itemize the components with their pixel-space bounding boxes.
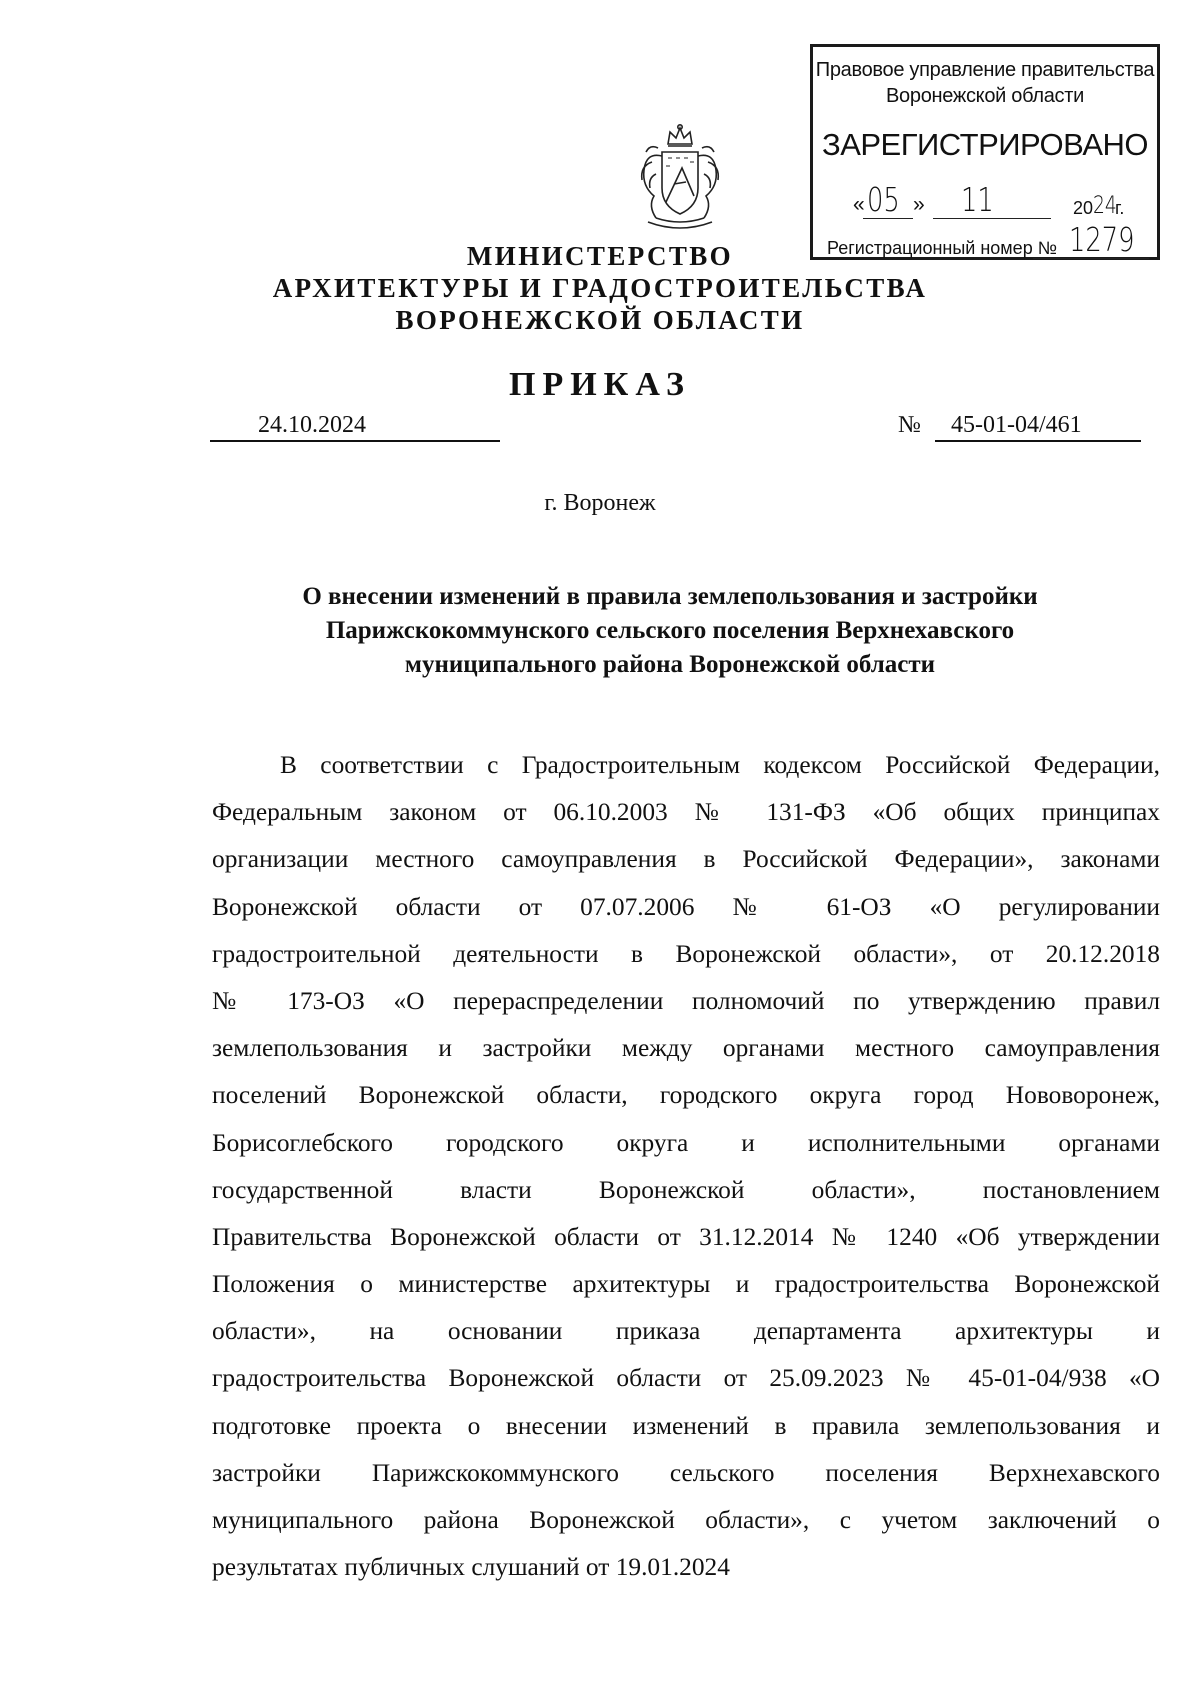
registration-stamp [810, 44, 1160, 260]
stamp-reg-number: 1279 [1069, 220, 1135, 259]
stamp-office-line2: Воронежской области [886, 85, 1084, 107]
body-line: результатах публичных слушаний от 19.01.2024 [212, 1553, 730, 1582]
stamp-date [853, 173, 1143, 221]
city: г. Воронеж [544, 490, 656, 516]
stamp-office [813, 57, 1157, 109]
subject-line2: Парижскокоммунского сельского поселения Верхнехавского [325, 617, 1015, 644]
stamp-reg-label: Регистрационный номер № [827, 238, 1058, 258]
body-line: подготовке проекта о внесении изменений в правила землепользования и [212, 1411, 1160, 1440]
subject-line1: О внесении изменений в правила землепользования и застройки [302, 583, 1038, 610]
body-line: Борисоглебского городского округа и исполнительными органами [212, 1128, 1160, 1157]
stamp-day: 05 [867, 180, 900, 219]
stamp-year-abbrev: г. [1115, 198, 1125, 218]
stamp-month: 11 [961, 180, 994, 219]
subject-heading [200, 580, 1140, 682]
body-line: застройки Парижскокоммунского сельского поселения Верхнехавского [212, 1458, 1160, 1487]
body-line: землепользования и застройки между органами местного самоуправления [212, 1034, 1160, 1063]
stamp-year-prefix: 20 [1073, 198, 1094, 218]
stamp-day-underline [863, 218, 913, 219]
stamp-month-underline [933, 218, 1051, 219]
ministry-line2: АРХИТЕКТУРЫ И ГРАДОСТРОИТЕЛЬСТВА [272, 273, 928, 303]
body-line: Положения о министерстве архитектуры и градостроительства Воронежской [212, 1270, 1160, 1299]
body-line: муниципального района Воронежской области», с учетом заключений о [212, 1506, 1160, 1534]
body-line: Федеральным законом от 06.10.2003 № 131-ФЗ «Об общих принципах [212, 798, 1160, 827]
body-line: организации местного самоуправления в Российской Федерации», законами [212, 845, 1160, 874]
order-number-field [935, 410, 1141, 442]
stamp-year-suffix: 24 [1093, 191, 1117, 219]
body-line: Правительства Воронежской области от 31.12.2014 № 1240 «Об утверждении [212, 1222, 1160, 1251]
body-line: градостроительной деятельности в Воронежской области», от 20.12.2018 [212, 939, 1160, 968]
stamp-office-line1: Правовое управление правительства [815, 59, 1155, 81]
stamp-registered: ЗАРЕГИСТРИРОВАНО [821, 127, 1148, 162]
order-title: ПРИКАЗ [509, 366, 691, 403]
stamp-close-quote: » [913, 193, 925, 216]
body-line: области», на основании приказа департамента архитектуры и [212, 1317, 1160, 1346]
body-paragraph [212, 742, 1160, 1591]
ministry-header [0, 240, 1200, 336]
body-line: поселений Воронежской области, городского округа город Нововоронеж, [212, 1081, 1160, 1110]
body-line: градостроительства Воронежской области от 25.09.2023 № 45-01-04/938 «О [212, 1364, 1160, 1393]
body-line: Воронежской области от 07.07.2006 № 61-ОЗ «О регулировании [212, 892, 1160, 921]
stamp-open-quote: « [853, 193, 865, 216]
order-date-field [210, 410, 500, 442]
order-date: 24.10.2024 [258, 412, 366, 438]
voronezh-coat-of-arms-icon [632, 122, 728, 234]
subject-line3: муниципального района Воронежской области [404, 651, 936, 678]
ministry-line1: МИНИСТЕРСТВО [466, 241, 734, 271]
order-number: 45-01-04/461 [951, 412, 1082, 438]
body-line: государственной власти Воронежской области», постановлением [212, 1175, 1160, 1204]
body-line: № 173-ОЗ «О перераспределении полномочий по утверждению правил [212, 986, 1160, 1015]
body-line: В соответствии с Градостроительным кодексом Российской Федерации, [280, 751, 1160, 779]
order-number-label: № [898, 412, 921, 438]
ministry-line3: ВОРОНЕЖСКОЙ ОБЛАСТИ [395, 305, 805, 335]
